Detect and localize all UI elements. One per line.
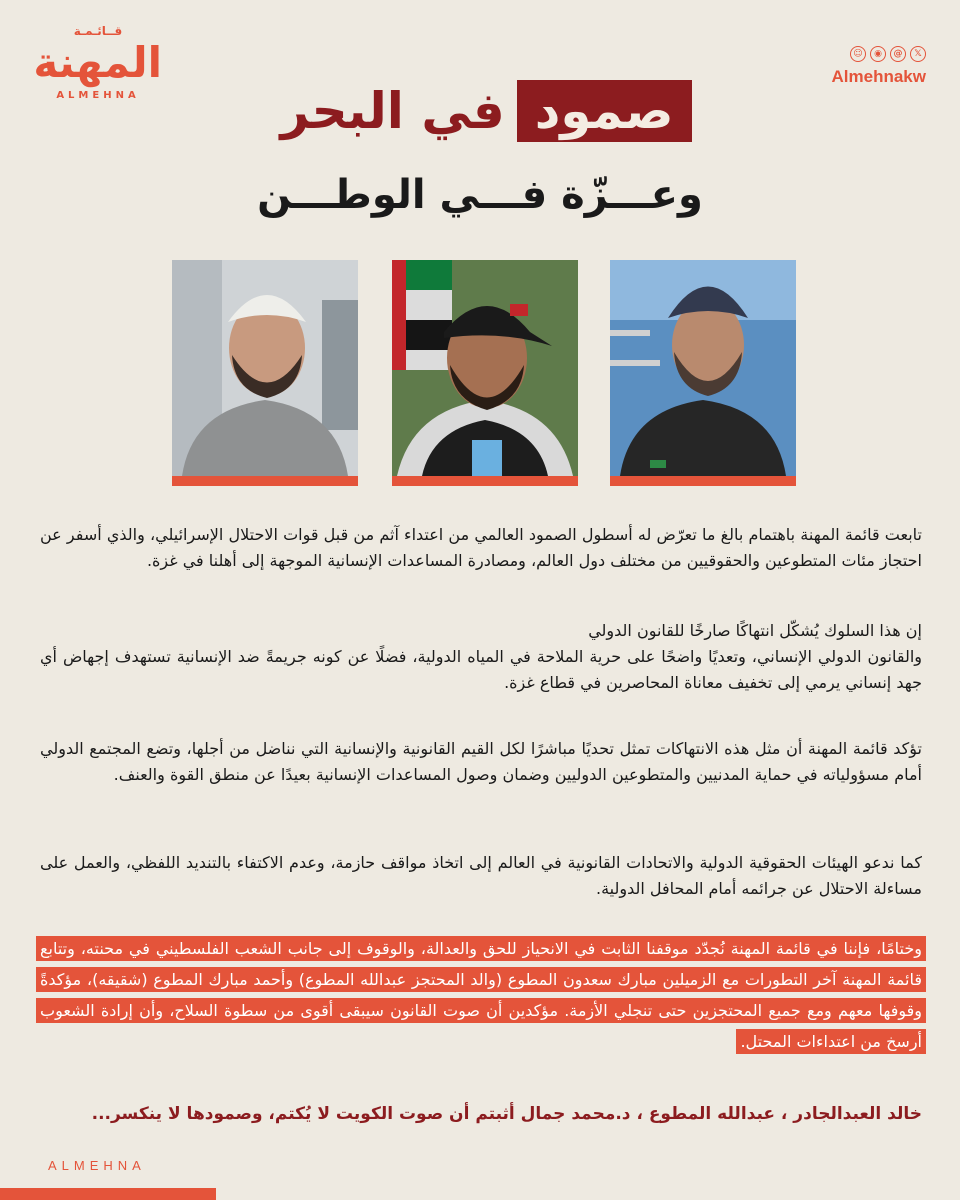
social-handle[interactable]: Almehnakw [831,67,926,86]
paragraph-2-line-1: إن هذا السلوك يُشكّل انتهاكًا صارخًا للقانون الدولي [588,621,922,640]
photo-person-3 [610,260,796,486]
title-boxed-word: صمود [517,80,692,142]
title-plain-words: في البحر [280,82,505,140]
closing-statement: خالد العبدالجادر ، عبدالله المطوع ، د.محمد جمال أثبتم أن صوت الكويت لا يُكتم، وصمودها لا ينكسر... [91,1104,922,1124]
threads-icon[interactable]: @ [890,46,906,62]
page-subtitle: وعـــزّة فـــي الوطـــن [257,172,703,218]
snapchat-icon[interactable]: ☺ [850,46,866,62]
photo-accent-bar [392,476,578,486]
footer-accent-bar [0,1188,216,1200]
photo-accent-bar [172,476,358,486]
photo-accent-bar [610,476,796,486]
paragraph-3: تؤكد قائمة المهنة أن مثل هذه الانتهاكات تمثل تحديًا مباشرًا لكل القيم القانونية والإنسانية التي نناضل من أجلها، وتضع المجتمع الدولي أمام مسؤولياته في حماية المدنيين والمتطوعين الدوليين وضمان وصول المساعدات الإنسانية بعيدًا عن منطق القوة والعنف. [40,739,922,784]
instagram-icon[interactable]: ◉ [870,46,886,62]
logo-latin-text: ALMEHNA [56,90,140,101]
paragraph-2-rest: والقانون الدولي الإنساني، وتعديًا واضحًا على حرية الملاحة في المياه الدولية، فضلًا عن كونه جريمةً ضد الإنسانية تستهدف إجهاض أي جهد إنساني يرمي إلى تخفيف معاناة المحاصرين في قطاع غزة. [40,647,922,692]
photo-person-2 [392,260,578,486]
paragraph-2 [40,618,922,696]
paragraph-1: تابعت قائمة المهنة باهتمام بالغ ما تعرّض له أسطول الصمود العالمي من اعتداء آثم من قبل قوات الاحتلال الإسرائيلي، والذي أسفر عن احتجاز مئات المتطوعين والحقوقيين من مختلف دول العالم، ومصادرة المساعدات الإنسانية الموجهة إلى أهلنا في غزة. [40,525,922,570]
photo-person-1 [172,260,358,486]
highlighted-conclusion-text: وختامًا، فإننا في قائمة المهنة نُجدّد موقفنا الثابت في الانحياز للحق والعدالة، والوقوف إلى جانب الشعب الفلسطيني في محنته، وتتابع قائمة المهنة آخر التطورات مع الزميلين مبارك سعدون المطوع (والد المحتجز عبدالله المطوع) وأحمد مبارك المطوع (شقيقه)، مؤكدةً وقوفها معهم ومع جميع المحتجزين حتى تنجلي الأزمة. مؤكدين أن صوت القانون سيبقى أقوى من سطوة السلاح، وأن إرادة الشعوب أرسخ من اعتداءات المحتل. [36,936,926,1054]
portrait-person-2 [392,260,578,476]
page-title [0,80,960,142]
portrait-person-1 [172,260,358,476]
x-icon[interactable]: 𝕏 [910,46,926,62]
social-icons [786,46,926,62]
logo-main-text: المهنة [33,38,162,87]
paragraph-4: كما ندعو الهيئات الحقوقية الدولية والاتحادات القانونية في العالم إلى اتخاذ مواقف حازمة، وعدم الاكتفاء بالتنديد اللفظي، والعمل على مساءلة الاحتلال عن جرائمه أمام المحافل الدولية. [40,853,922,898]
footer-brand: ALMEHNA [48,1158,146,1173]
portrait-person-3 [610,260,796,476]
logo-small-text: قــائـمـة [73,24,123,38]
highlighted-conclusion [36,933,926,1057]
